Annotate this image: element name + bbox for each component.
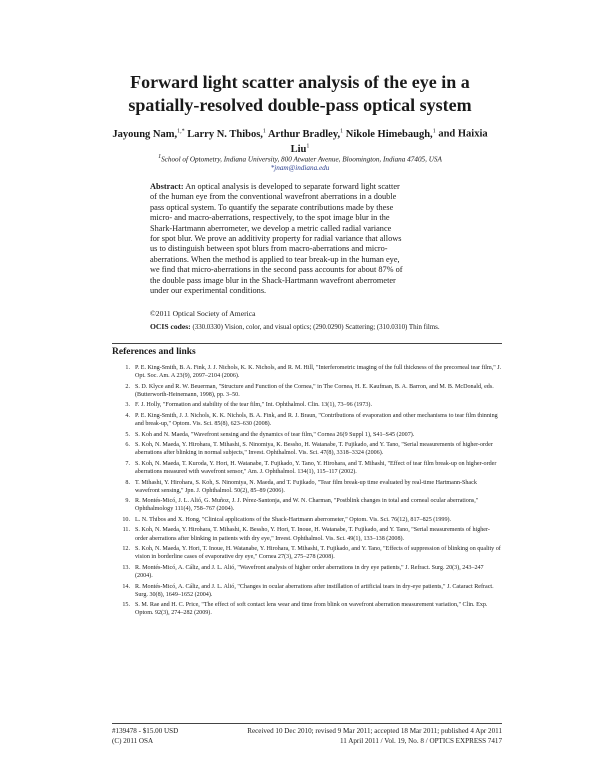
copyright-notice: ©2011 Optical Society of America [150, 309, 256, 318]
references-heading: References and links [112, 347, 196, 357]
ocis-codes [150, 323, 464, 333]
author: Nikole Himebaugh,$^1$ [345, 128, 436, 140]
author: Arthur Bradley,$^1$ [267, 128, 344, 140]
reference-list [112, 364, 502, 620]
reference-item: 5. S. Koh and N. Maeda, "Wavefront sensing and the dynamics of tear film," Cornea 26(9 Suppl 1), S41–S45 (2007). [125, 431, 415, 438]
abstract-line: the double pass image blur in the Shack-Hartmann wavefront aberrometer [150, 275, 396, 285]
abstract-line: we find that micro-aberrations in the second pass accounts for about 87% of [150, 265, 403, 275]
footer-copyright: (C) 2011 OSA [112, 737, 154, 746]
paper-title [60, 71, 540, 117]
abstract-line: micro- and macro-aberrations, respectively, to the spot image blur in the [150, 213, 390, 223]
affiliation-text: School of Optometry, Indiana University, 800 Atwater Avenue, Bloomington, Indiana 47405, USA [161, 155, 442, 164]
section-divider [112, 343, 502, 344]
author: Larry N. Thibos,$^1$ [187, 128, 266, 140]
reference-item: 13. R. Montés-Micó, A. Cáliz, and J. L. Alió, "Wavefront analysis of higher order aberrations in dry eye patients," J. Refract. Surg. 20(3), 243–247 (2004). [122, 564, 484, 580]
reference-item: 9. R. Montés-Micó, J. L. Alió, G. Muñoz, J. J. Pérez-Santonja, and W. N. Charman, "Postblink changes in total and corneal ocular aberrations," Ophthalmology 111(4), 758–767 (2004). [125, 498, 479, 513]
ocis-label: OCIS codes: [150, 322, 191, 331]
affiliation: $^1$School of Optometry, Indiana University, 800 Atwater Avenue, Bloomington, Indiana 47405, USA *jnam@indiana.edu [70, 153, 530, 173]
footer-divider [112, 723, 502, 724]
ocis-text: (330.0330) Vision, color, and visual optics; (290.0290) Scattering; (310.0310) Thin films. [192, 324, 440, 331]
title-line-1: Forward light scatter analysis of the eye in a [130, 72, 470, 92]
reference-item: 2. S. D. Klyce and R. W. Beuerman, "Structure and Function of the Cornea," in The Cornea, H. E. Kaufman, B. A. Barron, and M. B. McDonald, eds. (Butterworth-Heinemann, 1998), pp. 3–50. [125, 383, 494, 398]
page-footer [112, 726, 502, 747]
author-list [70, 125, 530, 156]
reference-item: 7. S. Koh, N. Maeda, T. Kuroda, Y. Hori, H. Watanabe, T. Fujikado, Y. Tano, Y. Hirohara, and T. Mihashi, "Effect of tear film break-up on higher-order aberrations measured with wavefront sensor," Am. J. Ophthalmol. 134(1), 115–117 (2002). [125, 460, 497, 476]
abstract-line: Abstract: An optical analysis is developed to separate forward light scatter [150, 182, 400, 191]
reference-item: 15. S. M. Rae and H. C. Price, "The effect of soft contact lens wear and time from blink on wavefront aberration measurement variation," Clin. Exp. Optom. 92(3), 274–282 (2009). [122, 602, 488, 617]
reference-item: 14. R. Montés-Micó, A. Cáliz, and J. L. Alió, "Changes in ocular aberrations after instillation of artificial tears in dry-eye patients," J. Cataract Refract. Surg. 30(8), 1649–1652 (2004). [122, 583, 494, 598]
abstract-label: Abstract: [150, 182, 184, 191]
abstract-line: pass optical system. To quantify the separate contributions made by these [150, 202, 394, 212]
reference-item: 10. L. N. Thibos and X. Hong, "Clinical applications of the Shack-Hartmann aberrometer," Optom. Vis. Sci. 76(12), 817–825 (1999). [122, 516, 452, 523]
reference-item: 6. S. Koh, N. Maeda, Y. Hirohara, T. Mihashi, S. Ninomiya, K. Bessho, H. Watanabe, T. Fujikado, and Y. Tano, "Serial measurements of higher-order aberrations after blinking in normal subjects," Invest. Ophthalmol. Vis. Sci. 47(8), 3318–3324 (2006). [125, 442, 493, 457]
author: Liu$^1$ [290, 143, 310, 155]
author: Jayoung Nam,$^{1,*}$ [112, 128, 185, 140]
abstract-line: for spot blur. We prove an additivity property for radial variance that allows [150, 234, 402, 244]
title-line-2: spatially-resolved double-pass optical system [128, 95, 472, 115]
author: and Haixia [438, 128, 488, 140]
abstract-line: under our experimental conditions. [150, 286, 267, 296]
reference-item: 4. P. E. King-Smith, J. J. Nichols, K. K. Nichols, B. A. Fink, and R. J. Braun, "Contributions of evaporation and other mechanisms to tear film thinning and break-up," Optom. Vis. Sci. 85(8), 623–630 (2008). [125, 412, 498, 428]
footer-article-id: #139478 - $15.00 USD [112, 727, 179, 735]
reference-item: 3. F. J. Holly, "Formation and stability of the tear film," Int. Ophthalmol. Clin. 13(1), 73–96 (1973). [125, 402, 372, 409]
abstract [150, 182, 464, 296]
abstract-line: Shark-Hartmann aberrometer, we develop a metric called radial variance [150, 223, 392, 233]
abstract-line: us to distinguish between spot blurs from macro-aberrations and micro- [150, 244, 388, 254]
reference-item: 1. P. E. King-Smith, B. A. Fink, J. J. Nichols, K. K. Nichols, and R. M. Hill, "Interferometric imaging of the full thickness of the precorneal tear film," J. Opt. Soc. Am. A 23(9), 2097–2104 (2006). [125, 365, 502, 380]
author-email-link[interactable]: *jnam@indiana.edu [270, 164, 330, 173]
reference-item: 11. S. Koh, N. Maeda, Y. Hirohara, T. Mihashi, K. Bessho, Y. Hori, T. Inoue, H. Watanabe, T. Fujikado, and Y. Tano, "Serial measurements of higher-order aberrations after blinking in patients with dry eye," Invest. Ophthalmol. Vis. Sci. 49(1), 133–138 (2008). [122, 527, 490, 542]
footer-dates: Received 10 Dec 2010; revised 9 Mar 2011; accepted 18 Mar 2011; published 4 Apr 2011 [247, 727, 502, 735]
footer-journal-info: 11 April 2011 / Vol. 19, No. 8 / OPTICS EXPRESS 7417 [340, 737, 502, 746]
reference-item: 8. T. Mihashi, Y. Hirohara, S. Koh, S. Ninomiya, N. Maeda, and T. Fujikado, "Tear film break-up time evaluated by real-time Hartmann-Shack wavefront sensing," Jpn. J. Ophthalmol. 50(2), 85–89 (2006). [125, 479, 477, 494]
abstract-line: of the human eye from the conventional wavefront aberrations in a double [150, 192, 397, 202]
abstract-line: aberrations. When the method is applied to tear break-up in the human eye, [150, 254, 400, 264]
reference-item: 12. S. Koh, N. Maeda, Y. Hori, T. Inoue, H. Watanabe, Y. Hirohara, T. Mihashi, T. Fujikado, and Y. Tano, "Effects of suppression of blinking on quality of vision in borderline cases of evaporative dry eye," Cornea 27(3), 275–278 (2008). [122, 546, 501, 561]
